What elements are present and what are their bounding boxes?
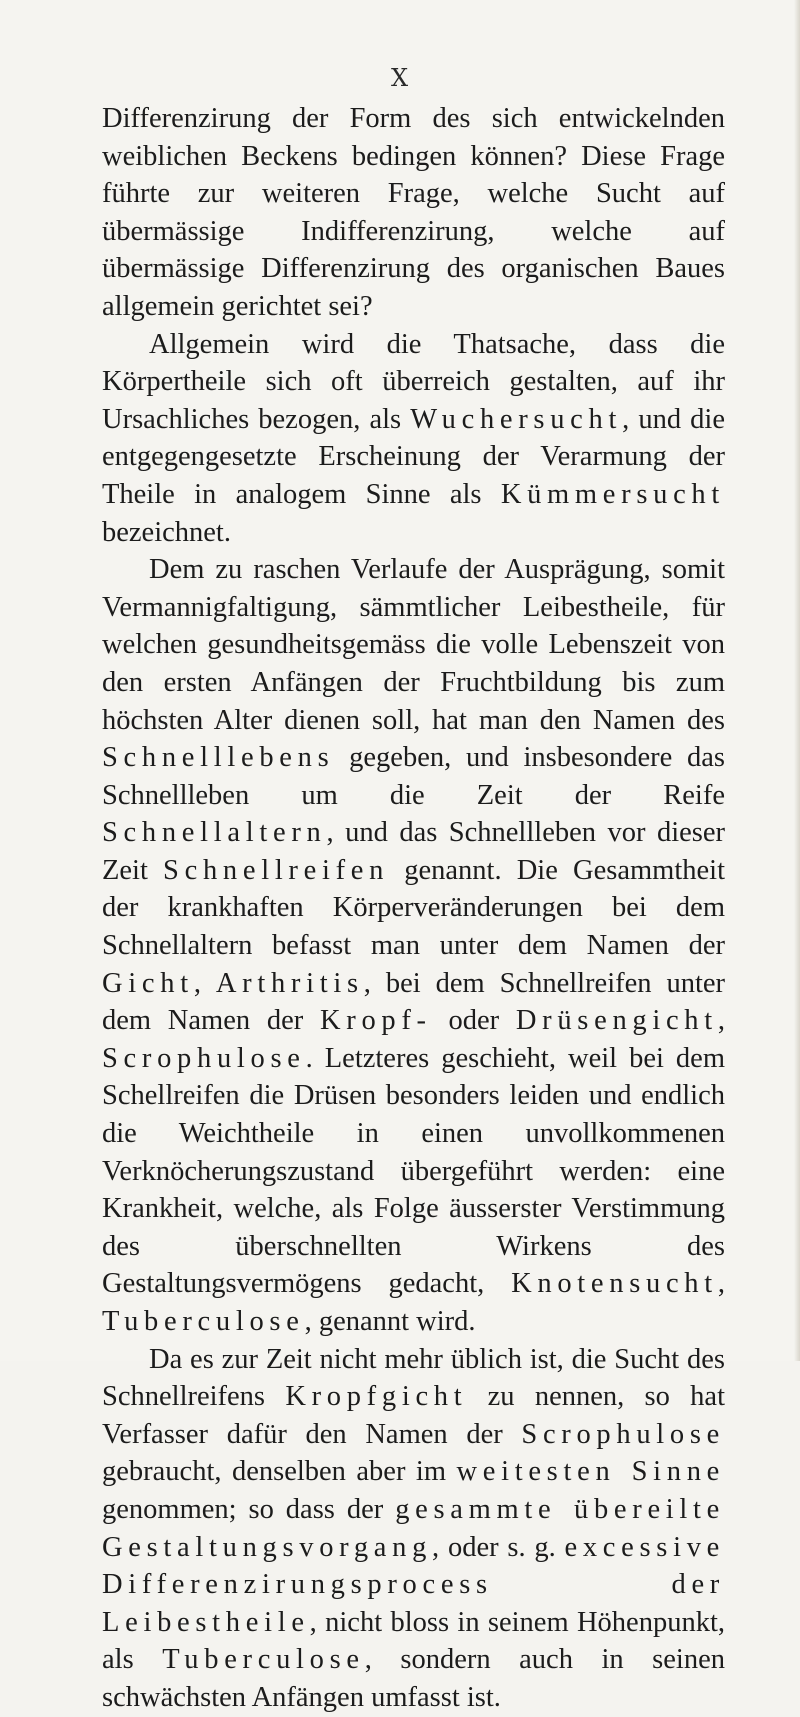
text-run: . Letzteres geschieht, weil bei dem Schellreifen die Drüsen besonders leiden und endlich die Weichtheile in einen unvollkommenen Verknöcherungszustand übergeführt werden: eine Krankheit, welche, als Folge äusserster Verstimmung des überschnellten Wirkens des Gestaltungsvermögens gedacht, [102, 1042, 725, 1300]
spaced-term: Wuchersucht [410, 403, 623, 435]
text-run: , [717, 1268, 725, 1300]
paragraph [102, 326, 725, 552]
spaced-term: Scrophulose [102, 1042, 306, 1074]
spaced-term: Drüsengicht [515, 1005, 718, 1037]
text-run: bezeichnet. [102, 516, 231, 548]
text-run: , [717, 1005, 725, 1037]
text-run: , [193, 967, 216, 999]
spaced-term: Kropfgicht [285, 1381, 468, 1413]
text-run: genannt. Die Gesammtheit der krankhaften Körperveränderungen bei dem Schnellaltern befasst man unter dem Namen der [102, 854, 725, 962]
text-run: , oder s. g. [432, 1531, 565, 1563]
paragraph [102, 100, 725, 326]
spaced-term: Arthritis [215, 967, 364, 999]
spaced-term: gesammte übereilte Gestaltungsvorgang [102, 1493, 725, 1563]
text-run: zu nennen, so hat Verfasser dafür den Namen der [102, 1381, 725, 1450]
text-run: Da es zur Zeit nicht mehr üblich ist, die Sucht des Schnellreifens [102, 1343, 725, 1413]
text-run: , bei dem Schnellreifen unter dem Namen der [102, 967, 725, 1037]
text-run: , sondern auch in seinen schwächsten Anfängen umfasst ist. [102, 1644, 725, 1713]
text-run: , und die entgegengesetzte Erscheinung der Verarmung der Theile in analogem Sinne als [102, 403, 725, 510]
spaced-term: Tuberculose [162, 1644, 365, 1676]
spaced-term: excessive Differenzirungsprocess der Leibestheile [102, 1531, 725, 1638]
text-run: , nicht bloss in seinem Höhenpunkt, als [102, 1606, 725, 1676]
page-edge-shadow [794, 0, 800, 1361]
text-run: oder [431, 1005, 516, 1037]
text-run: , und das Schnellleben vor dieser Zeit [102, 817, 725, 886]
text-run: Allgemein wird die Thatsache, dass die Körpertheile sich oft überreich gestalten, auf ihr Ursachliches bezogen, als [102, 328, 725, 435]
text-run: Dem zu raschen Verlaufe der Ausprägung, somit Vermannigfaltigung, sämmtlicher Leibestheile, für welchen gesundheitsgemäss die volle Lebenszeit von den ersten Anfängen der Fruchtbildung bis zum höchsten Alter dienen soll, hat man den Namen des [102, 554, 725, 736]
spaced-term: Schnellaltern [102, 817, 327, 849]
body-text [102, 100, 725, 1717]
text-run: gegeben, und insbesondere das Schnellleben um die Zeit der Reife [102, 742, 725, 811]
spaced-term: Knotensucht [511, 1268, 718, 1300]
spaced-term: Kümmersucht [500, 478, 725, 510]
spaced-term: Gicht [102, 967, 194, 999]
text-run: , genannt wird. [304, 1306, 476, 1337]
spaced-term: Tuberculose [102, 1306, 305, 1337]
page-marker: X [390, 64, 410, 92]
spaced-term: Schnellreifen [163, 854, 390, 886]
spaced-term: weitesten Sinne [456, 1456, 725, 1488]
spaced-term: Kropf- [319, 1005, 432, 1037]
text-run: gebraucht, denselben aber im [102, 1456, 457, 1488]
spaced-term: Schnelllebens [102, 742, 335, 774]
paragraph [102, 1341, 725, 1717]
paragraph [102, 551, 725, 1340]
spaced-term: Scrophulose [521, 1418, 725, 1450]
text-run: genommen; so dass der [102, 1493, 396, 1525]
text-run: Differenzirung der Form des sich entwickelnden weiblichen Beckens bedingen können? Diese Frage führte zur weiteren Frage, welche Sucht auf übermässige Indifferenzirung, welche auf übermässige Differenzirung des organischen Baues allgemein gerichtet sei? [102, 103, 725, 322]
